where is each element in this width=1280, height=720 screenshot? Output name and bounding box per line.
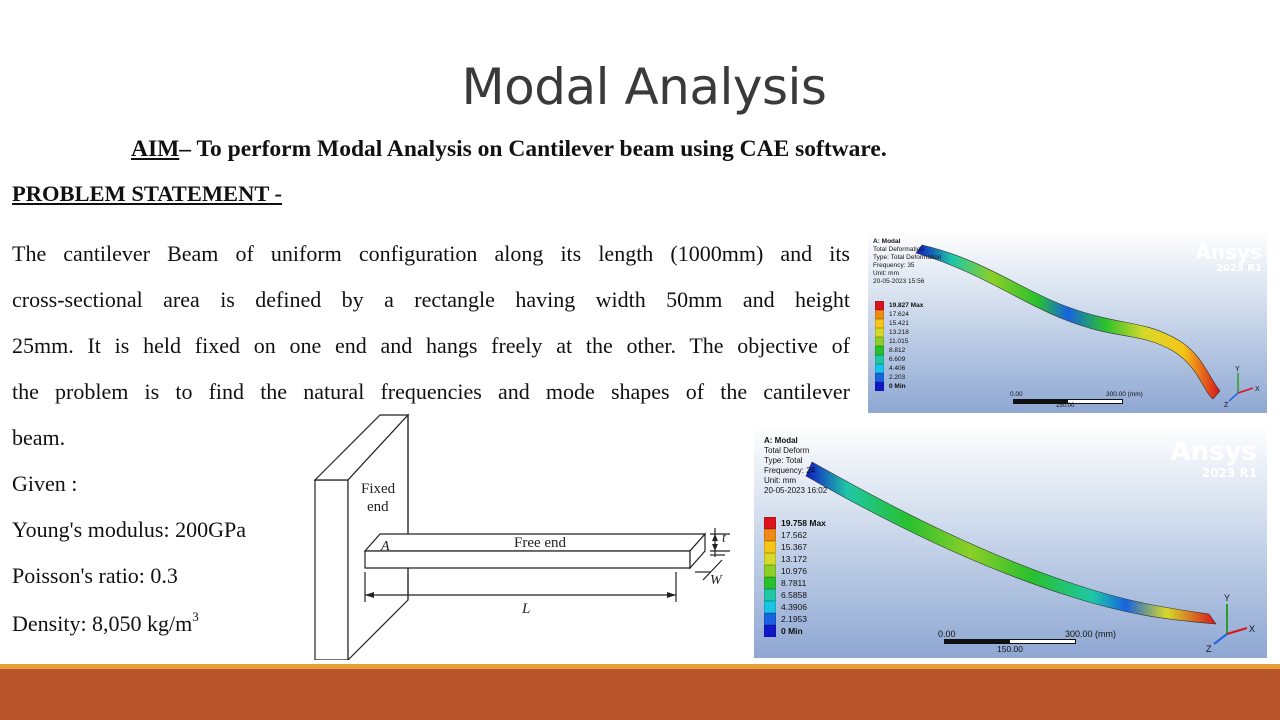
legend-value: 0 Min (889, 383, 906, 390)
legend-value: 6.5858 (781, 590, 807, 600)
legend-swatch (875, 310, 884, 319)
legend-row (875, 373, 923, 382)
paragraph-line-3: 25mm. It is held fixed on one end and hangs freely at the other. The objective of (12, 333, 850, 358)
axis-z-line (1229, 393, 1238, 401)
paragraph-line-5: beam. (12, 425, 66, 450)
legend-value: 13.218 (889, 329, 909, 336)
axis-z-label: Z (1206, 644, 1212, 654)
legend-row (875, 364, 923, 373)
ansys-bottom-axis-triad (1202, 592, 1262, 654)
legend-swatch (875, 355, 884, 364)
legend-row (875, 310, 923, 319)
legend-swatch (764, 565, 776, 577)
beam-front-face (365, 551, 690, 568)
youngs-modulus: Young's modulus: 200GPa (12, 517, 246, 542)
ansys-bottom-scale-mid: 150.00 (997, 644, 1023, 654)
diagram-fixed-label-2: end (367, 499, 389, 515)
ansys-top-info-1: A: Modal (873, 238, 901, 245)
legend-row (875, 382, 923, 391)
diagram-free-end-label: Free end (514, 535, 567, 551)
legend-value: 6.609 (889, 356, 906, 363)
legend-swatch (764, 517, 776, 529)
legend-swatch (875, 346, 884, 355)
legend-swatch (764, 601, 776, 613)
ansys-bottom-scale-0: 0.00 (938, 629, 956, 639)
ansys-bottom-brand: Ansys (1170, 437, 1257, 467)
paragraph-line-4: the problem is to find the natural frequencies and mode shapes of the cantilever (12, 379, 850, 404)
legend-value: 8.7811 (781, 578, 807, 588)
ansys-bottom-legend (764, 517, 826, 637)
beam-mode-shape (916, 245, 1220, 399)
ansys-top-axis-triad (1223, 363, 1263, 408)
diagram-w-label: W (710, 573, 722, 588)
ansys-result-panel-top (868, 231, 1267, 413)
legend-row (764, 529, 826, 541)
axis-x-label: X (1255, 386, 1260, 393)
given-label: Given : (12, 471, 78, 496)
paragraph-line-1: The cantilever Beam of uniform configuration along its length (1000mm) and its (12, 241, 850, 266)
legend-value: 4.406 (889, 365, 906, 372)
ansys-top-brand: Ansys (1195, 240, 1262, 264)
diagram-t-label: t (722, 531, 726, 546)
ansys-top-logo (1195, 241, 1262, 274)
beam-mode-shape (806, 462, 1216, 624)
axis-y-label: Y (1235, 366, 1240, 373)
ansys-bottom-info-1: A: Modal (764, 436, 798, 445)
legend-swatch (764, 613, 776, 625)
legend-value: 2.203 (889, 374, 906, 381)
wall-front-face (315, 480, 348, 660)
ansys-top-legend (875, 301, 923, 391)
axis-z-line (1214, 634, 1227, 644)
ansys-bottom-version: 2023 R1 (1201, 466, 1257, 480)
density (12, 609, 199, 637)
legend-row (764, 565, 826, 577)
legend-value: 10.976 (781, 566, 807, 576)
legend-value: 19.758 Max (781, 518, 826, 528)
slide-title: Modal Analysis (461, 58, 827, 116)
legend-swatch (875, 364, 884, 373)
axis-x-line (1227, 628, 1247, 634)
legend-row (764, 553, 826, 565)
problem-statement-heading: PROBLEM STATEMENT - (12, 181, 283, 206)
legend-swatch (875, 328, 884, 337)
legend-row (875, 337, 923, 346)
legend-swatch (764, 529, 776, 541)
ansys-top-scale-max: 300.00 (mm) (1106, 391, 1143, 398)
t-arrow-down (712, 544, 718, 551)
poissons-ratio: Poisson's ratio: 0.3 (12, 563, 178, 588)
density-text: Density: 8,050 kg/m (12, 611, 193, 636)
legend-swatch (875, 319, 884, 328)
axis-z-label: Z (1224, 402, 1229, 408)
legend-row (764, 541, 826, 553)
legend-swatch (764, 625, 776, 637)
legend-swatch (875, 301, 884, 310)
ansys-bottom-info-6: 20-05-2023 16:02 (764, 486, 828, 495)
legend-row (764, 577, 826, 589)
ansys-top-info-5: Unit: mm (873, 270, 899, 277)
ansys-top-info-3: Type: Total Deformation (873, 254, 942, 261)
ansys-result-panel-bottom (754, 424, 1267, 658)
axis-x-label: X (1249, 624, 1256, 634)
legend-row (764, 601, 826, 613)
ansys-top-version: 2023 R1 (1216, 263, 1262, 274)
ansys-bottom-info (764, 436, 827, 496)
ansys-bottom-logo (1170, 438, 1257, 480)
legend-row (764, 613, 826, 625)
t-arrow-up (712, 534, 718, 541)
ansys-top-info-4: Frequency: 35 (873, 262, 915, 269)
ansys-bottom-info-3: Type: Total (764, 456, 803, 465)
legend-swatch (875, 382, 884, 391)
cantilever-diagram (310, 410, 750, 660)
legend-value: 2.1953 (781, 614, 807, 624)
diagram-l-label: L (522, 601, 531, 617)
legend-value: 19.827 Max (889, 302, 924, 309)
legend-value: 4.3906 (781, 602, 807, 612)
legend-row (875, 355, 923, 364)
legend-row (875, 346, 923, 355)
ansys-top-info-2: Total Deformation (873, 246, 924, 253)
ansys-top-scale-0: 0.00 (1010, 391, 1023, 398)
ansys-bottom-info-4: Frequency: 24 (764, 466, 816, 475)
aim-label: AIM (131, 136, 180, 162)
legend-value: 17.624 (889, 311, 909, 318)
footer-band (0, 669, 1280, 720)
density-superscript: 3 (192, 609, 199, 624)
axis-x-line (1238, 388, 1253, 393)
legend-row (875, 328, 923, 337)
legend-row (764, 517, 826, 529)
ansys-bottom-scale-max: 300.00 (mm) (1065, 629, 1117, 639)
legend-value: 15.367 (781, 542, 807, 552)
legend-swatch (875, 337, 884, 346)
ansys-bottom-info-2: Total Deform (764, 446, 810, 455)
legend-value: 11.015 (889, 338, 909, 345)
ansys-top-info-6: 20-05-2023 15:56 (873, 278, 925, 285)
legend-value: 13.172 (781, 554, 807, 564)
diagram-fixed-label-1: Fixed (361, 481, 396, 497)
legend-row (875, 319, 923, 328)
diagram-point-a: A (381, 539, 390, 554)
legend-value: 15.421 (889, 320, 909, 327)
legend-value: 0 Min (781, 626, 803, 636)
aim-line (131, 136, 887, 163)
legend-value: 17.562 (781, 530, 807, 540)
ansys-top-scale-mid: 150.00 (1056, 403, 1075, 409)
legend-swatch (764, 589, 776, 601)
axis-y-label: Y (1224, 593, 1231, 603)
legend-row (875, 301, 923, 310)
legend-swatch (764, 553, 776, 565)
paragraph-line-2: cross-sectional area is defined by a rectangle having width 50mm and height (12, 287, 850, 312)
legend-swatch (875, 373, 884, 382)
aim-text: – To perform Modal Analysis on Cantilever beam using CAE software. (179, 136, 887, 162)
legend-row (764, 625, 826, 637)
legend-swatch (764, 541, 776, 553)
legend-swatch (764, 577, 776, 589)
legend-value: 8.812 (889, 347, 906, 354)
legend-row (764, 589, 826, 601)
ansys-bottom-info-5: Unit: mm (764, 476, 796, 485)
l-arrow-right (667, 592, 676, 598)
ansys-top-info (873, 238, 942, 286)
